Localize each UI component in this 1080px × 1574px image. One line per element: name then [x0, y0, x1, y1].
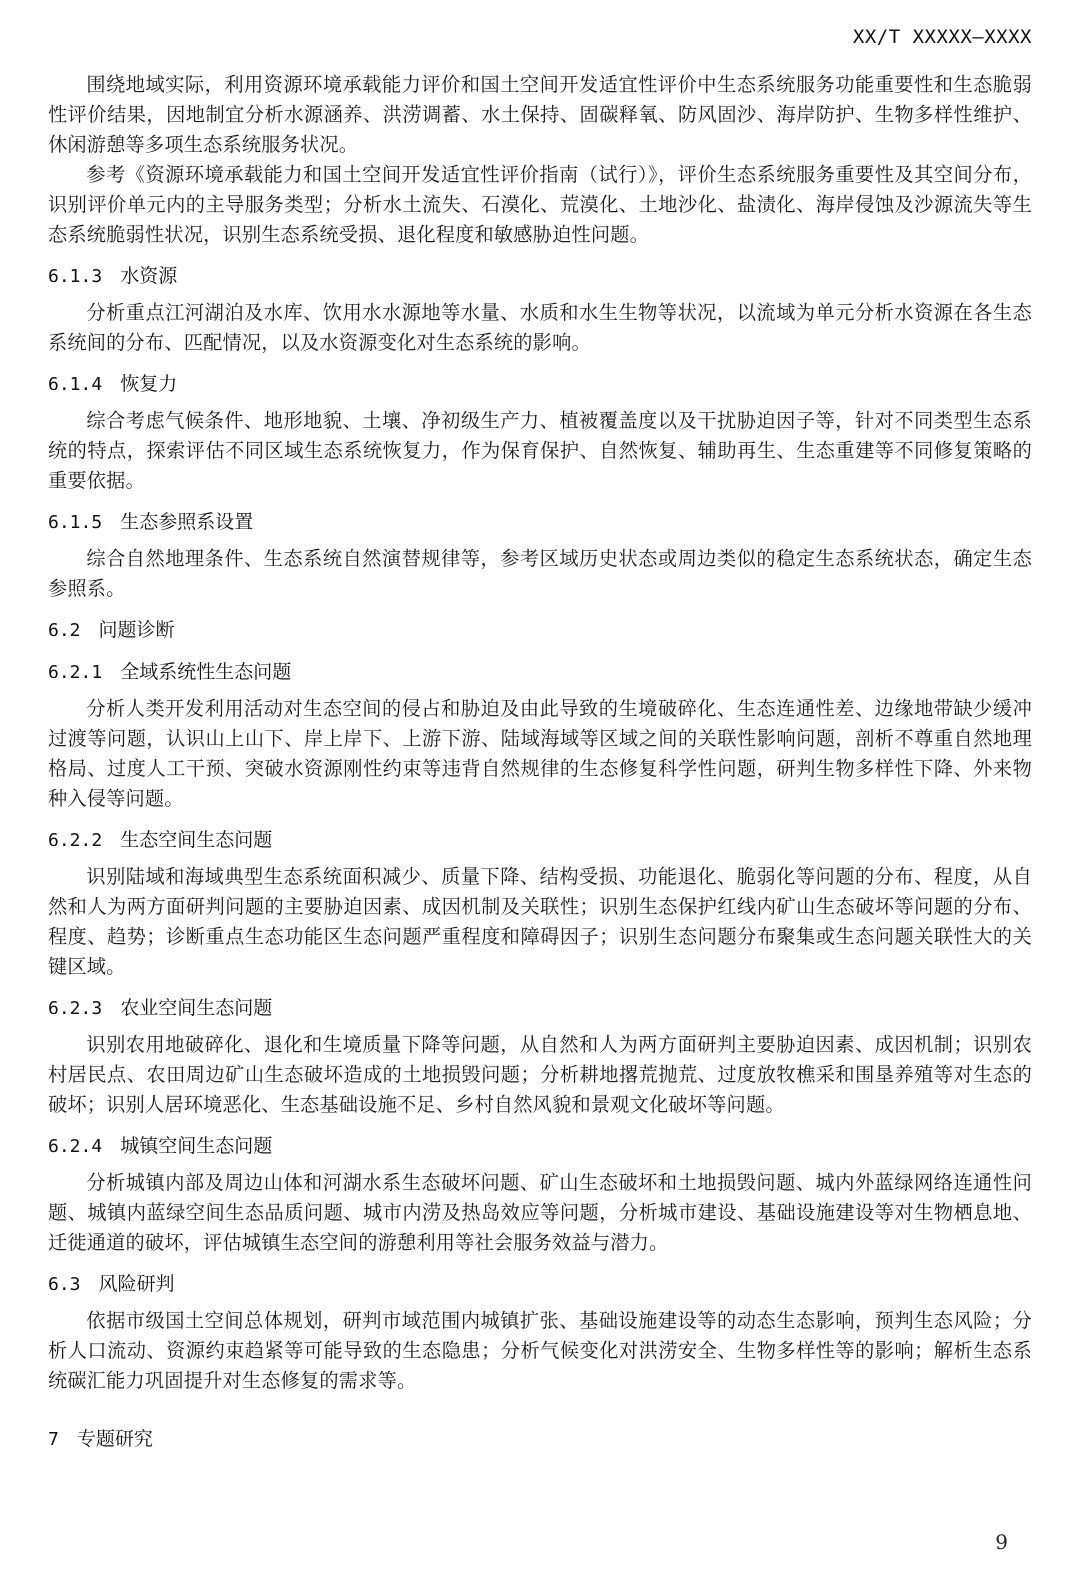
heading-6-2-2: [48, 825, 1032, 856]
heading-title: 生态参照系设置: [120, 511, 254, 533]
paragraph-systemic-problems: 分析人类开发利用活动对生态空间的侵占和胁迫及由此导致的生境破碎化、生态连通性差、边缘地带缺少缓冲过渡等问题，认识山上山下、岸上岸下、上游下游、陆域海域等区域之间的关联性影响问题，剖析不尊重自然地理格局、过度人工干预、突破水资源刚性约束等违背自然规律的生态修复科学性问题，研判生物多样性下降、外来物种入侵等问题。: [48, 697, 1032, 810]
heading-number: 6.1.5: [48, 512, 103, 533]
heading-number: 6.1.4: [48, 374, 103, 395]
heading-number: 6.2.3: [48, 998, 103, 1019]
heading-7: [48, 1424, 1032, 1455]
paragraph-ecological-space: 识别陆域和海域典型生态系统面积减少、质量下降、结构受损、功能退化、脆弱化等问题的分布、程度，从自然和人为两方面研判问题的主要胁迫因素、成因机制及关联性；识别生态保护红线内矿山生态破坏等问题的分布、程度、趋势；诊断重点生态功能区生态问题严重程度和障碍因子；识别生态问题分布聚集或生态问题关联性大的关键区域。: [48, 865, 1032, 978]
heading-number: 6.2.1: [48, 662, 103, 683]
paragraph-urban-space: 分析城镇内部及周边山体和河湖水系生态破坏问题、矿山生态破坏和土地损毁问题、城内外蓝绿网络连通性问题、城镇内蓝绿空间生态品质问题、城市内涝及热岛效应等问题，分析城市建设、基础设施建设等对生物栖息地、迁徙通道的破坏，评估城镇生态空间的游憩利用等社会服务效益与潜力。: [48, 1171, 1032, 1254]
heading-number: 6.1.3: [48, 266, 103, 287]
heading-title: 恢复力: [120, 373, 178, 395]
heading-title: 问题诊断: [98, 619, 175, 641]
heading-6-2-4: [48, 1131, 1032, 1162]
heading-6-2-1: [48, 657, 1032, 688]
paragraph-risk-assessment: 依据市级国土空间总体规划，研判市域范围内城镇扩张、基础设施建设等的动态生态影响，预判生态风险；分析人口流动、资源约束趋紧等可能导致的生态隐患；分析气候变化对洪涝安全、生物多样性等的影响；解析生态系统碳汇能力巩固提升对生态修复的需求等。: [48, 1309, 1032, 1392]
heading-title: 风险研判: [98, 1273, 175, 1295]
heading-title: 农业空间生态问题: [120, 997, 273, 1019]
heading-6-2: [48, 615, 1032, 646]
heading-title: 城镇空间生态问题: [120, 1135, 273, 1157]
intro-paragraph-1: 围绕地域实际，利用资源环境承载能力评价和国土空间开发适宜性评价中生态系统服务功能重要性和生态脆弱性评价结果，因地制宜分析水源涵养、洪涝调蓄、水土保持、固碳释氧、防风固沙、海岸防护、生物多样性维护、休闲游憩等多项生态系统服务状况。: [48, 73, 1032, 156]
heading-number: 7: [48, 1429, 59, 1450]
paragraph-resilience: 综合考虑气候条件、地形地貌、土壤、净初级生产力、植被覆盖度以及干扰胁迫因子等，针对不同类型生态系统的特点，探索评估不同区域生态系统恢复力，作为保育保护、自然恢复、辅助再生、生态重建等不同修复策略的重要依据。: [48, 409, 1032, 492]
intro-paragraph-2: 参考《资源环境承载能力和国土空间开发适宜性评价指南（试行）》，评价生态系统服务重要性及其空间分布，识别评价单元内的主导服务类型；分析水土流失、石漠化、荒漠化、土地沙化、盐渍化、海岸侵蚀及沙源流失等生态系统脆弱性状况，识别生态系统受损、退化程度和敏感胁迫性问题。: [48, 163, 1032, 246]
paragraph-reference-system: 综合自然地理条件、生态系统自然演替规律等，参考区域历史状态或周边类似的稳定生态系统状态，确定生态参照系。: [48, 547, 1032, 600]
heading-number: 6.2: [48, 620, 81, 641]
heading-6-1-3: [48, 261, 1032, 292]
heading-title: 水资源: [120, 265, 178, 287]
heading-6-3: [48, 1269, 1032, 1300]
heading-6-1-4: [48, 369, 1032, 400]
heading-6-2-3: [48, 993, 1032, 1024]
heading-title: 专题研究: [76, 1428, 153, 1450]
paragraph-agricultural-space: 识别农用地破碎化、退化和生境质量下降等问题，从自然和人为两方面研判主要胁迫因素、成因机制；识别农村居民点、农田周边矿山生态破坏造成的土地损毁问题；分析耕地撂荒抛荒、过度放牧樵采和围垦养殖等对生态的破坏；识别人居环境恶化、生态基础设施不足、乡村自然风貌和景观文化破坏等问题。: [48, 1033, 1032, 1116]
heading-number: 6.3: [48, 1274, 81, 1295]
paragraph-water-resources: 分析重点江河湖泊及水库、饮用水水源地等水量、水质和水生生物等状况，以流域为单元分析水资源在各生态系统间的分布、匹配情况，以及水资源变化对生态系统的影响。: [48, 301, 1032, 354]
document-code: XX/T XXXXX—XXXX: [852, 26, 1032, 48]
heading-number: 6.2.2: [48, 830, 103, 851]
heading-title: 生态空间生态问题: [120, 829, 273, 851]
page-number: 9: [995, 1530, 1008, 1554]
heading-6-1-5: [48, 507, 1032, 538]
document-body: [48, 70, 1032, 1461]
heading-title: 全域系统性生态问题: [120, 661, 292, 683]
heading-number: 6.2.4: [48, 1136, 103, 1157]
